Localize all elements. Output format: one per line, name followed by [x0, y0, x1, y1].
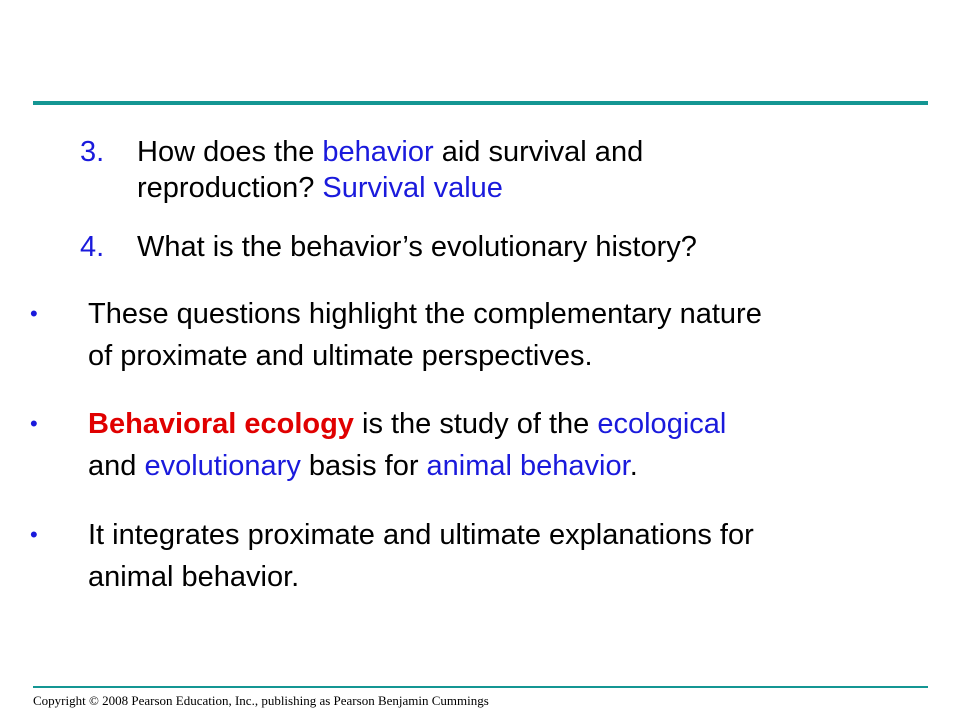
text-line	[88, 445, 726, 487]
top-divider	[33, 101, 928, 105]
bullet-text	[88, 403, 726, 487]
text-line	[88, 335, 762, 377]
item-text	[137, 134, 643, 206]
item-number: 3.	[80, 136, 105, 168]
text-run: aid survival and	[433, 136, 644, 168]
text-run: and	[88, 450, 145, 482]
text-run: animal behavior.	[88, 561, 300, 593]
text-line	[88, 514, 754, 556]
key-term: Behavioral ecology	[88, 408, 354, 440]
text-line	[137, 134, 643, 170]
highlighted-term: evolutionary	[144, 450, 301, 482]
text-run: It integrates proximate and ultimate explanations for	[88, 519, 754, 551]
bullet-icon: •	[30, 301, 38, 326]
text-line	[88, 403, 726, 445]
text-run: reproduction?	[137, 172, 323, 204]
bullet-icon: •	[30, 522, 38, 547]
bullet-icon: •	[30, 411, 38, 436]
text-run: These questions highlight the complementary nature	[88, 298, 762, 330]
text-line	[137, 229, 697, 265]
highlighted-term: animal behavior	[426, 450, 630, 482]
item-text	[137, 229, 697, 265]
highlighted-term: Survival value	[322, 172, 503, 204]
text-run: of proximate and ultimate perspectives.	[88, 340, 593, 372]
highlighted-term: ecological	[597, 408, 727, 440]
copyright-footer: Copyright © 2008 Pearson Education, Inc., publishing as Pearson Benjamin Cummings	[33, 693, 489, 708]
bullet-text	[88, 514, 754, 598]
text-run: is the study of the	[353, 408, 598, 440]
text-run: .	[629, 450, 638, 482]
text-line	[88, 556, 754, 598]
text-run: What is the behavior’s evolutionary history?	[137, 231, 697, 263]
text-run: basis for	[300, 450, 427, 482]
bottom-divider	[33, 686, 928, 688]
text-run: How does the	[137, 136, 323, 168]
text-line	[88, 293, 762, 335]
item-number: 4.	[80, 231, 105, 263]
bullet-text	[88, 293, 762, 377]
text-line	[137, 170, 643, 206]
highlighted-term: behavior	[322, 136, 434, 168]
